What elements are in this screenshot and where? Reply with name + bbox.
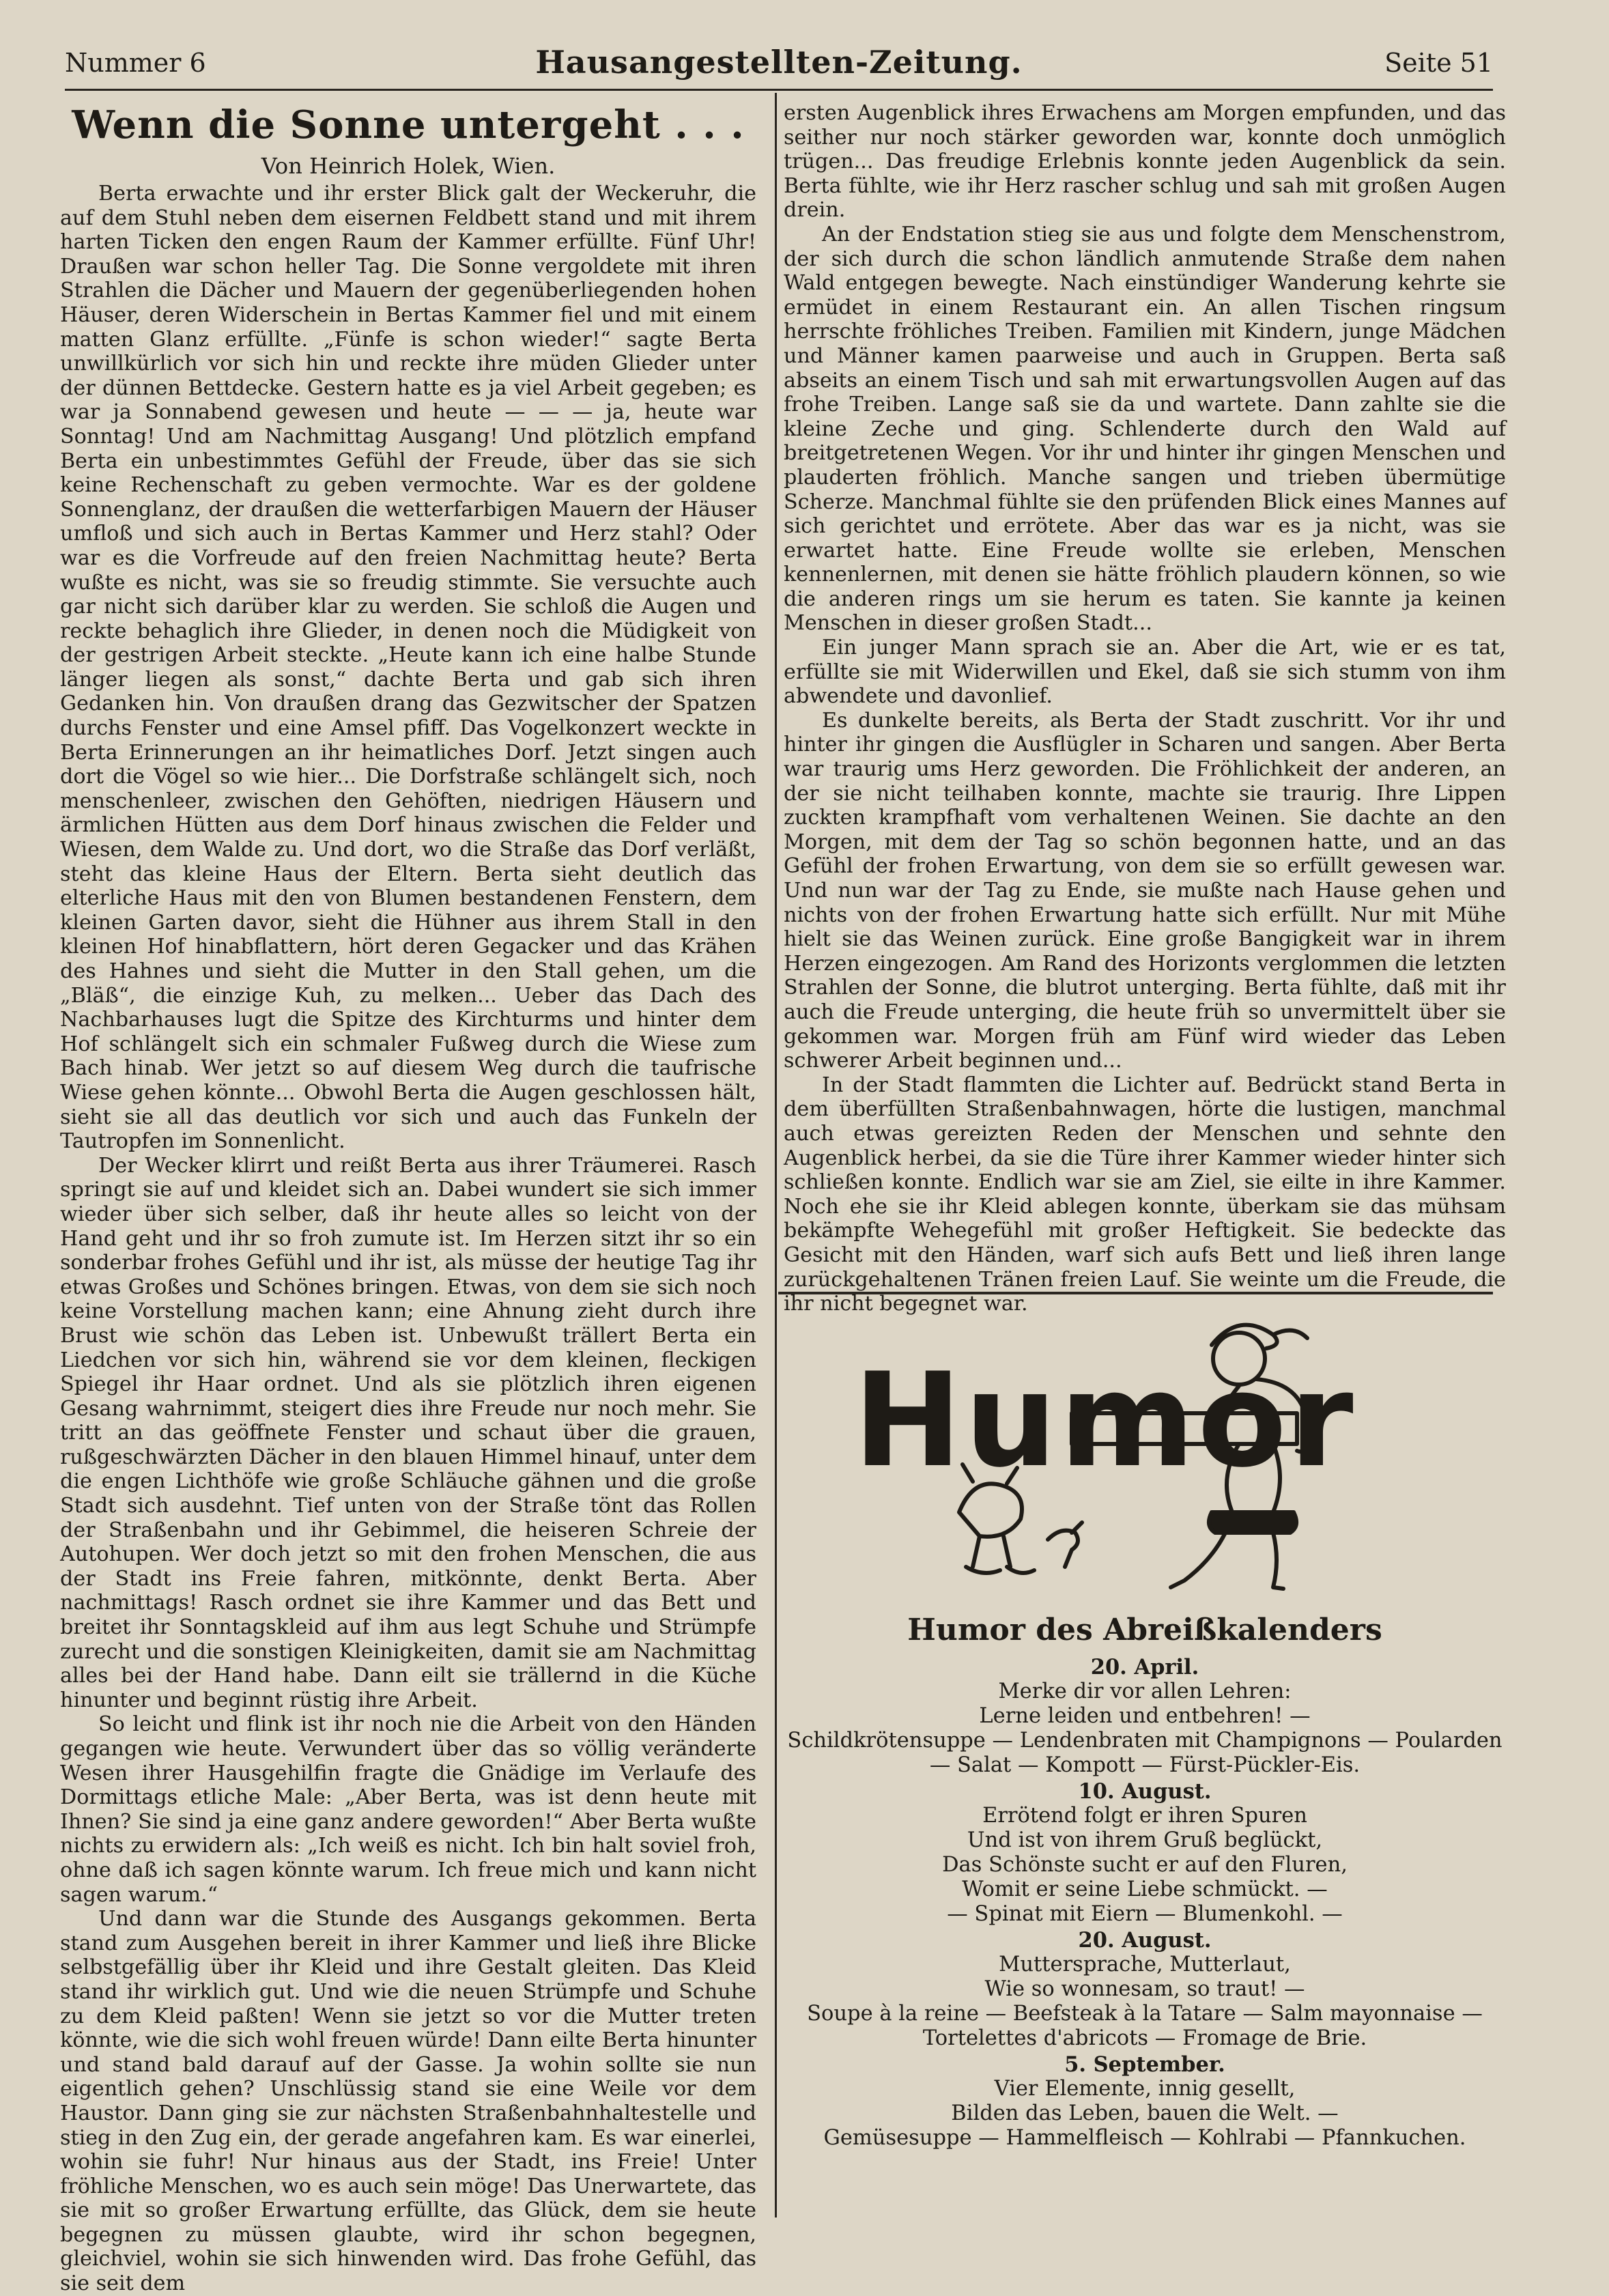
calendar-line: Womit er seine Liebe schmückt. — (962, 1877, 1328, 1901)
article-paragraph: An der Endstation stieg sie aus und folgte dem Menschenstrom, der sich durch die schon ländlich anmutende Straße dem nahen Wald entgegen bewegte. Nach einstündiger Wanderung kehrte sie ermüdet in einem Restaurant ein. An allen Tischen ringsum herrschte fröhliches Treiben. Familien mit Kindern, junge Mädchen und Männer kamen paarweise und auch in Gruppen. Berta saß abseits an einem Tisch und sah mit erwartungsvollen Augen auf das frohe Treiben. Lange saß sie da und wartete. Dann zahlte sie die kleine Zeche und ging. Schlenderte durch den Wald auf breitgetretenen Wegen. Vor ihr und hinter ihr gingen Menschen und plauderten fröhlich. Manche sangen und trieben übermütige Scherze. Manchmal fühlte sie den prüfenden Blick eines Mannes auf sich gerichtet und errötete. Aber das war es ja nicht, was sie erwartet hatte. Eine Freude wollte sie erleben, Menschen kennenlernen, mit denen sie hätte fröhlich plaudern können, so wie die anderen rings um sie herum es taten. Sie kannte ja keinen Menschen in dieser großen Stadt... (784, 222, 1506, 636)
calendar-line: Schildkrötensuppe — Lendenbraten mit Champignons — Poularden — Salat — Kompott — Fürst-Pückler-Eis. (787, 1729, 1503, 1777)
calendar-line: Muttersprache, Mutterlaut, (999, 1953, 1291, 1976)
calendar-line: Vier Elemente, innig gesellt, (994, 2077, 1296, 2101)
section-divider (778, 1292, 1493, 1294)
calendar-line: Und ist von ihrem Gruß beglückt, (967, 1828, 1323, 1852)
calendar-line: Wie so wonnesam, so traut! — (984, 1977, 1305, 2001)
article-left-column (60, 101, 756, 2296)
calendar-line: Bilden das Leben, bauen die Welt. — (951, 2101, 1339, 2125)
calendar-section (784, 1610, 1506, 2151)
issue-number: Nummer 6 (65, 48, 206, 78)
humor-illustration (802, 1307, 1498, 1601)
calendar-line: Gemüsesuppe — Hammelfleisch — Kohlrabi — Pfannkuchen. (823, 2126, 1466, 2150)
page-number: Seite 51 (1384, 48, 1493, 78)
article-paragraph: So leicht und flink ist ihr noch nie die Arbeit von den Händen gegangen wie heute. Verwundert über das so völlig veränderte Wesen ihrer Hausgehilfin fragte die Gnädige im Verlaufe des Dormittags etliche Male: „Aber Berta, was ist denn heute mit Ihnen? Sie sind ja eine ganz andere geworden!“ Aber Berta wußte nichts zu erwidern als: „Ich weiß es nicht. Ich bin halt soviel froh, ohne daß ich sagen könnte warum. Ich freue mich und kann nicht sagen warum.“ (60, 1712, 756, 1907)
article-paragraph: Und dann war die Stunde des Ausgangs gekommen. Berta stand zum Ausgehen bereit in ihrer Kammer und ließ ihre Blicke selbstgefällig über ihr Kleid und ihre Gestalt gleiten. Das Kleid stand ihr wirklich gut. Und wie die neuen Strümpfe und Schuhe zu dem Kleid paßten! Wenn sie jetzt so vor die Mutter treten könnte, wie die sich wohl freuen würde! Dann eilte Berta hinunter und stand bald darauf auf der Gasse. Ja wohin sollte sie nun eigentlich gehen? Unschlüssig stand sie eine Weile vor dem Haustor. Dann ging sie zur nächsten Straßenbahnhaltestelle und stieg in den Zug ein, der gerade angefahren kam. Es war einerlei, wohin sie fuhr! Nur hinaus aus der Stadt, ins Freie! Unter fröhliche Menschen, wo es auch sein möge! Das Unerwartete, das sie mit so großer Erwartung erfüllte, das Glück, dem sie heute begegnen zu müssen glaubte, wird ihr schon begegnen, gleichviel, wohin sie sich hinwenden wird. Das frohe Gefühl, das sie seit dem (60, 1907, 756, 2296)
page-header (65, 44, 1493, 89)
calendar-date: 20. August. (1078, 1928, 1212, 1953)
article-right-column (784, 101, 1506, 1316)
calendar-line: Lerne leiden und entbehren! — (979, 1704, 1311, 1728)
calendar-line: Soupe à la reine — Beefsteak à la Tatare — Salm mayonnaise — Tortelettes d'abricots — Fromage de Brie. (807, 2002, 1483, 2050)
calendar-line: — Spinat mit Eiern — Blumenkohl. — (947, 1902, 1343, 1926)
calendar-date: 10. August. (1078, 1779, 1212, 1804)
article-paragraph: Der Wecker klirrt und reißt Berta aus ihrer Träumerei. Rasch springt sie auf und kleidet sich an. Dabei wundert sie sich immer wieder über sich selber, daß ihr heute alles so leicht von der Hand geht und ihr so froh zumute ist. Im Herzen sitzt ihr so ein sonderbar frohes Gefühl und ihr ist, als müsse der heutige Tag ihr etwas Großes und Schönes bringen. Etwas, von dem sie sich noch keine Vorstellung machen kann; eine Ahnung zieht durch ihre Brust wie schön das Leben ist. Unbewußt trällert Berta ein Liedchen vor sich hin, während sie vor dem kleinen, fleckigen Spiegel ihr Haar ordnet. Und als sie plötzlich ihren eigenen Gesang wahrnimmt, steigert dies ihre Freude nur noch mehr. Sie tritt an das geöffnete Fenster und schaut über die grauen, rußgeschwärzten Dächer in den blauen Himmel hinauf, unter dem die engen Lichthöfe wie große Schläuche gähnen und die große Stadt sich ausdehnt. Tief unten von der Straße tönt das Rollen der Straßenbahn und ihr Gebimmel, die heiseren Schreie der Autohupen. Wer doch jetzt so mit den frohen Menschen, die aus der Stadt ins Freie fahren, mitkönnte, denkt Berta. Aber nachmittags! Rasch ordnet sie ihre Kammer und das Bett und breitet ihr Sonntagskleid auf ihm aus legt Schuhe und Strümpfe zurecht und die sonstigen Kleinigkeiten, damit sie am Nachmittag alles bei der Hand habe. Dann eilt sie trällernd in die Küche hinunter und beginnt rüstig ihre Arbeit. (60, 1153, 756, 1712)
article-paragraph: Berta erwachte und ihr erster Blick galt der Weckeruhr, die auf dem Stuhl neben dem eisernen Feldbett stand und mit ihrem harten Ticken den engen Raum der Kammer erfüllte. Fünf Uhr! Draußen war schon heller Tag. Die Sonne vergoldete mit ihren Strahlen die Dächer und Mauern der gegenüberliegenden hohen Häuser, deren Widerschein in Bertas Kammer fiel und mit einem matten Glanz erfüllte. „Fünfe is schon wieder!“ sagte Berta unwillkürlich vor sich hin und reckte ihre müden Glieder unter der dünnen Bettdecke. Gestern hatte es ja viel Arbeit gegeben; es war ja Sonnabend gewesen und heute — — — ja, heute war Sonntag! Und am Nachmittag Ausgang! Und plötzlich empfand Berta ein unbestimmtes Gefühl der Freude, über das sie sich keine Rechenschaft zu geben vermochte. War es der goldene Sonnenglanz, der draußen die wetterfarbigen Mauern der Häuser umfloß und sich auch in Bertas Kammer und Herz stahl? Oder war es die Vorfreude auf den freien Nachmittag heute? Berta wußte es nicht, was sie so freudig stimmte. Sie versuchte auch gar nicht sich darüber klar zu werden. Sie schloß die Augen und reckte behaglich ihre Glieder, in denen noch die Müdigkeit von der gestrigen Arbeit steckte. „Heute kann ich eine halbe Stunde länger liegen als sonst,“ dachte Berta und gab sich ihren Gedanken hin. Von draußen drang das Gezwitscher der Spatzen durchs Fenster und eine Amsel pfiff. Das Vogelkonzert weckte in Berta Erinnerungen an ihr heimatliches Dorf. Jetzt singen auch dort die Vögel so wie hier... Die Dorfstraße schlängelt sich, noch menschenleer, zwischen den Gehöften, niedrigen Häusern und ärmlichen Hütten aus dem Dorf hinaus zwischen die Felder und Wiesen, dem Walde zu. Und dort, wo die Straße das Dorf verläßt, steht das kleine Haus der Eltern. Berta sieht deutlich das elterliche Haus mit den von Blumen bestandenen Fenstern, dem kleinen Garten davor, sieht die Hühner aus ihrem Stall in den kleinen Hof hinabflattern, hört deren Gegacker und das Krähen des Hahnes und sieht die Mutter in den Stall gehen, um die „Bläß“, die einzige Kuh, zu melken... Ueber das Dach des Nachbarhauses lugt die Spitze des Kirchturms und hinter dem Hof schlängelt sich ein schmaler Fußweg durch die Wiese zum Bach hinab. Wer jetzt so auf diesem Weg durch die taufrische Wiese gehen könnte... Obwohl Berta die Augen geschlossen hält, sieht sie all das deutlich vor sich und auch das Funkeln der Tautropfen im Sonnenlicht. (60, 182, 756, 1154)
article-paragraph: Es dunkelte bereits, als Berta der Stadt zuschritt. Vor ihr und hinter ihr gingen die Ausflügler in Scharen und sangen. Aber Berta war traurig ums Herz geworden. Die Fröhlichkeit der anderen, an der sie nicht teilhaben konnte, machte sie traurig. Ihre Lippen zuckten krampfhaft vom verhaltenen Weinen. Sie dachte an den Morgen, mit dem der Tag so schön begonnen hatte, und an das Gefühl der frohen Erwartung, von dem sie so erfüllt gewesen war. Und nun war der Tag zu Ende, sie mußte nach Hause gehen und nichts von der frohen Erwartung hatte sich erfüllt. Nur mit Mühe hielt sie das Weinen zurück. Eine große Bangigkeit war in ihrem Herzen eingezogen. Am Rand des Horizonts verglommen die letzten Strahlen der Sonne, die blutrot unterging. Berta fühlte, daß mit ihr auch die Freude unterging, die heute früh so unvermittelt über sie gekommen war. Morgen früh am Fünf wird wieder das Leben schwerer Arbeit beginnen und... (784, 708, 1506, 1073)
article-byline: Von Heinrich Holek, Wien. (261, 153, 556, 179)
article-paragraph: Ein junger Mann sprach sie an. Aber die Art, wie er es tat, erfüllte sie mit Widerwillen und Ekel, daß sie sich stumm von ihm abwendete und davonlief. (784, 636, 1506, 709)
article-paragraph: In der Stadt flammten die Lichter auf. Bedrückt stand Berta in dem überfüllten Straßenbahnwagen, hörte die lustigen, manchmal auch etwas gereizten Reden der Menschen und sehnte den Augenblick herbei, da sie die Türe ihrer Kammer wieder hinter sich schließen konnte. Endlich war sie am Ziel, sie eilte in ihre Kammer. Noch ehe sie ihr Kleid ablegen konnte, überkam sie das mühsam bekämpfte Wehegefühl mit großer Heftigkeit. Sie bedeckte das Gesicht mit den Händen, warf sich aufs Bett und ließ ihren lange zurückgehaltenen Tränen freien Lauf. Sie weinte um die Freude, die ihr nicht begegnet war. (784, 1073, 1506, 1316)
calendar-date: 5. September. (1064, 2052, 1225, 2077)
newspaper-title: Hausangestellten-Zeitung. (535, 44, 1023, 81)
column-rule (775, 93, 777, 2217)
article-title: Wenn die Sonne untergeht . . . (72, 102, 745, 147)
calendar-line: Merke dir vor allen Lehren: (998, 1680, 1292, 1703)
humor-heading: Humor (853, 1345, 1356, 1496)
calendar-date: 20. April. (1090, 1655, 1199, 1680)
header-rule (65, 89, 1493, 91)
calendar-line: Das Schönste sucht er auf den Fluren, (942, 1853, 1348, 1877)
calendar-line: Errötend folgt er ihren Spuren (982, 1804, 1307, 1828)
article-paragraph: ersten Augenblick ihres Erwachens am Morgen empfunden, und das seither nur noch stärker geworden war, konnte doch unmöglich trügen... Das freudige Erlebnis konnte jeden Augenblick da sein. Berta fühlte, wie ihr Herz rascher schlug und sah mit großen Augen drein. (784, 101, 1506, 223)
calendar-title: Humor des Abreißkalenders (907, 1613, 1382, 1647)
